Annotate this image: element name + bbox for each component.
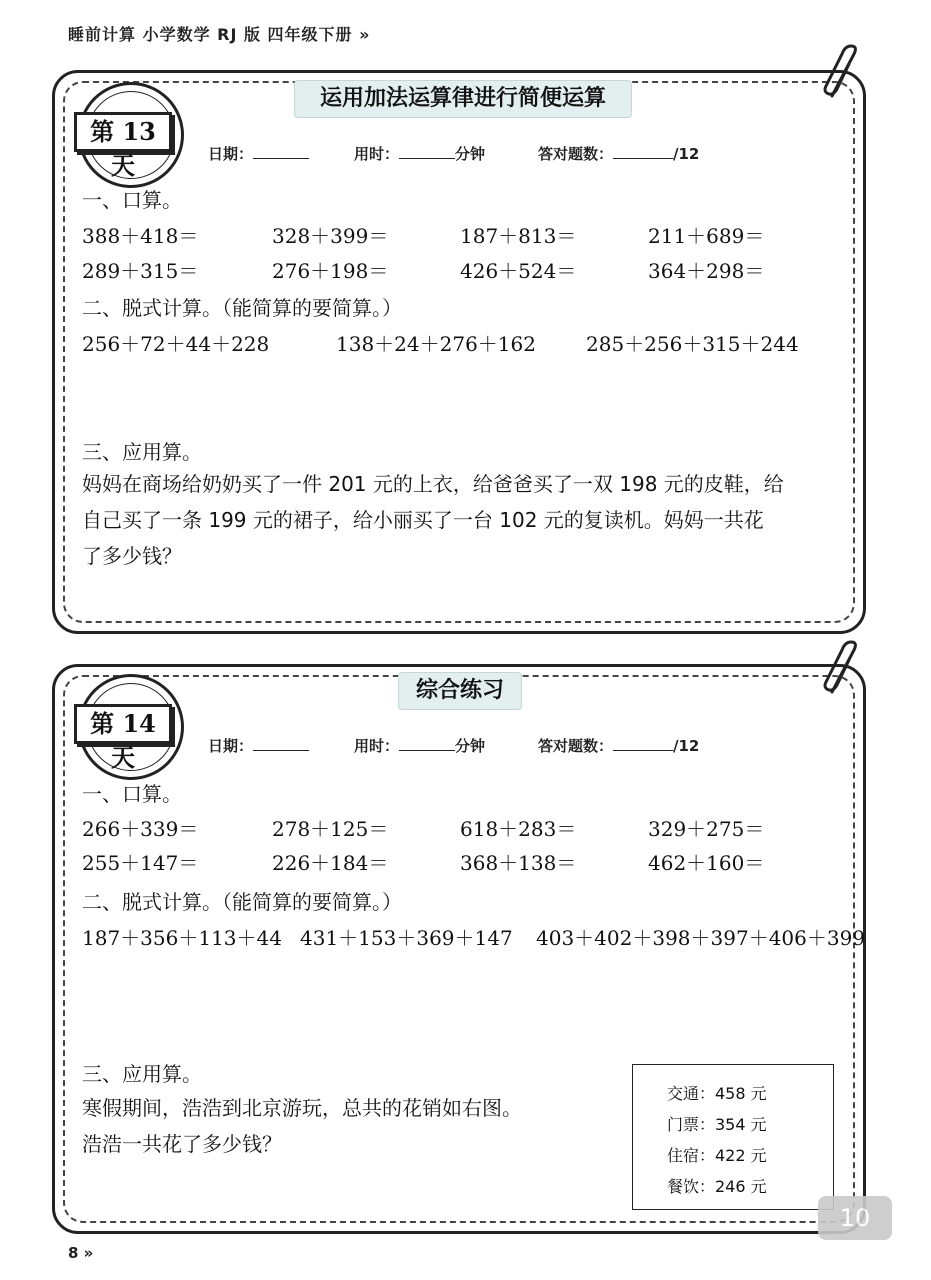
paperclip-icon — [818, 640, 866, 696]
day-14-oral-4: 329＋275＝ — [648, 817, 765, 841]
day-13-oral-8: 364＋298＝ — [648, 259, 765, 283]
expense-food: 餐饮：246 元 — [667, 1177, 767, 1196]
day-13-section-oral: 一、口算。 — [82, 188, 182, 212]
day-13-oral-7: 426＋524＝ — [460, 259, 577, 283]
day-13-section-word: 三、应用算。 — [82, 440, 202, 464]
day-14-section-word: 三、应用算。 — [82, 1062, 202, 1086]
day-14-title: 综合练习 — [398, 672, 522, 710]
day-14-oral-6: 226＋184＝ — [272, 851, 389, 875]
day-13-oral-3: 187＋813＝ — [460, 224, 577, 248]
day-14-section-oral: 一、口算。 — [82, 782, 182, 806]
day-14-score-field[interactable]: 答对题数： /12 — [538, 737, 700, 755]
paperclip-icon — [818, 44, 866, 100]
day-13-date-field[interactable]: 日期： — [208, 143, 309, 164]
day-14-word-problem: 寒假期间，浩浩到北京游玩，总共的花销如右图。 浩浩一共花了多少钱？ — [82, 1096, 522, 1156]
day-13-word-problem: 妈妈在商场给奶奶买了一件 201 元的上衣，给爸爸买了一双 198 元的皮鞋，给 自己买了一条 199 元的裙子，给小丽买了一台 102 元的复读机。妈妈一共花 了多少钱？ — [82, 472, 784, 568]
day-13-title: 运用加法运算律进行简便运算 — [294, 80, 632, 118]
day-13-oral-2: 328＋399＝ — [272, 224, 389, 248]
day-13-oral-4: 211＋689＝ — [648, 224, 765, 248]
day-14-oral-1: 266＋339＝ — [82, 817, 199, 841]
expense-list-box — [632, 1064, 834, 1210]
day-14-oral-8: 462＋160＝ — [648, 851, 765, 875]
day-14-label: 第 14 天 — [74, 704, 172, 744]
day-14-date-field[interactable]: 日期： — [208, 735, 309, 756]
day-13-oral-6: 276＋198＝ — [272, 259, 389, 283]
day-14-oral-2: 278＋125＝ — [272, 817, 389, 841]
day-14-oral-7: 368＋138＝ — [460, 851, 577, 875]
day-14-time-field[interactable]: 用时： 分钟 — [354, 737, 486, 755]
day-13-label: 第 13 天 — [74, 112, 172, 152]
day-13-time-field[interactable]: 用时： 分钟 — [354, 145, 486, 163]
day-14-oral-5: 255＋147＝ — [82, 851, 199, 875]
page-number: 8 » — [68, 1244, 94, 1262]
day-14-section-written: 二、脱式计算。（能简算的要简算。） — [82, 890, 402, 914]
day-14-written-1: 187＋356＋113＋44 — [82, 926, 282, 950]
day-13-written-1: 256＋72＋44＋228 — [82, 332, 270, 356]
day-14-written-3: 403＋402＋398＋397＋406＋399 — [536, 926, 866, 950]
book-header: 睡前计算 小学数学 RJ 版 四年级下册 » — [68, 25, 371, 44]
day-13-written-3: 285＋256＋315＋244 — [586, 332, 799, 356]
day-14-oral-3: 618＋283＝ — [460, 817, 577, 841]
day-13-score-field[interactable]: 答对题数： /12 — [538, 145, 700, 163]
expense-lodging: 住宿：422 元 — [667, 1146, 767, 1165]
day-13-written-2: 138＋24＋276＋162 — [336, 332, 536, 356]
day-13-oral-1: 388＋418＝ — [82, 224, 199, 248]
day-14-written-2: 431＋153＋369＋147 — [300, 926, 513, 950]
expense-transport: 交通：458 元 — [667, 1084, 767, 1103]
expense-tickets: 门票：354 元 — [667, 1115, 767, 1134]
watermark-badge: 10 — [818, 1196, 892, 1240]
day-13-oral-5: 289＋315＝ — [82, 259, 199, 283]
day-13-section-written: 二、脱式计算。（能简算的要简算。） — [82, 296, 402, 320]
